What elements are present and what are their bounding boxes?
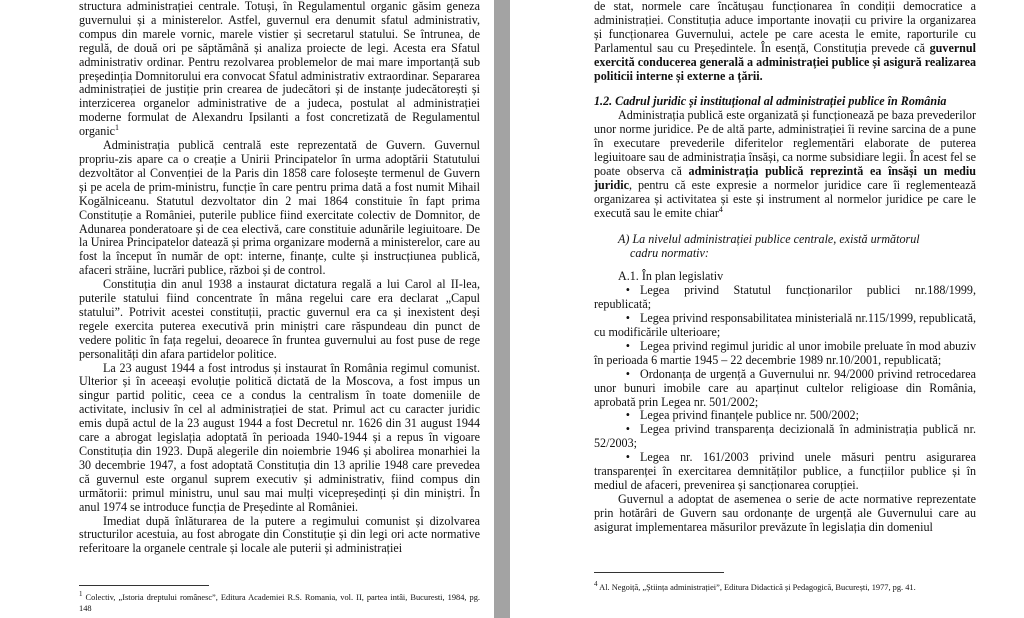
paragraph-text: , pentru că este expresie a normelor juridice care îi reglementează organizarea și activitatea și este și instrument al normelor juridice pe care le execută sau le emite chiar bbox=[594, 177, 976, 220]
footnote-number: 1 bbox=[79, 590, 83, 598]
footnote bbox=[594, 579, 976, 593]
paragraph: Imediat după înlăturarea de la putere a regimului comunist și dizolvarea structurilor acestuia, au fost abrogate din Constituție și din legi ori acte normative referitoare la organele centrale și locale ale puterii și administrației bbox=[79, 513, 480, 556]
paragraph: Administrația publică centrală este reprezentată de Guvern. Guvernul propriu-zis apare ca o creație a Unirii Principatelor în urma adoptării Statutului dezvoltător al Convenției de la Paris din 1858 care folosește termenul de Guvern și pe acela de prim-ministru, funcție în care pentru prima dată a fost numit Mihail Kogălniceanu. Statutul dezvoltator din 2 mai 1864 constituie în fapt prima Constituție a României, puterile publice fiind exercitate colectiv de Domnitor, de Adunarea ponderatoare și de cea electivă, care constituie adunările legiuitoare. De la Unirea Principatelor datează și prima organizare modernă a ministerelor, care au fost la început în număr de opt: interne, finanțe, culte și instrucțiunea publică, afaceri străine, lucrări publice, război și de control. bbox=[79, 138, 480, 278]
legislation-list-item bbox=[594, 409, 976, 423]
plan-label: A.1. În plan legislativ bbox=[618, 269, 724, 284]
bullet-icon: • bbox=[625, 450, 630, 465]
footnote-separator bbox=[594, 572, 724, 573]
footnote-reference: 1 bbox=[115, 123, 120, 133]
footnote-number: 4 bbox=[594, 580, 598, 588]
bullet-icon: • bbox=[625, 422, 630, 437]
legislation-list-item-text: Legea privind transparența decizională în administrația publică nr. 52/2003; bbox=[594, 422, 976, 451]
legislation-list-item-text: Legea nr. 161/2003 privind unele măsuri pentru asigurarea transparenței în exercitarea demnităților publice, a funcțiilor publice și în mediul de afaceri, prevenirea și sancționarea corupției. bbox=[594, 450, 976, 492]
legislation-list-item-text: Legea privind finanțele publice nr. 500/2002; bbox=[640, 408, 859, 423]
bullet-icon: • bbox=[625, 283, 630, 298]
right-page bbox=[510, 0, 1024, 618]
subsection-heading-line: A) La nivelul administrației publice centrale, există următorul bbox=[618, 231, 920, 246]
bullet-icon: • bbox=[625, 366, 630, 381]
legislation-list-item-text: Legea privind regimul juridic al unor imobile preluate în mod abuziv în perioada 6 martie 1945 – 22 decembrie 1989 nr.10/2001, republicată; bbox=[594, 338, 976, 367]
legislation-list-item bbox=[594, 340, 976, 368]
legislation-list-item-text: Legea privind responsabilitatea ministerială nr.115/1999, republicată, cu modificările ulterioare; bbox=[594, 311, 976, 340]
subsection-heading bbox=[594, 233, 976, 261]
paragraph bbox=[594, 109, 976, 220]
paragraph bbox=[79, 0, 480, 139]
legislation-list-item bbox=[594, 423, 976, 451]
right-page-body bbox=[594, 0, 976, 535]
footnote-separator bbox=[79, 585, 209, 586]
left-page bbox=[0, 0, 494, 618]
footnote-text: Al. Negoiță, „Știința administrației”, Editura Didactică și Pedagogică, București, 1977, pg. 41. bbox=[599, 582, 916, 592]
bold-text: guvernul exercită conducerea generală a administrației publice și asigură realizarea politicii interne și externe a țării. bbox=[594, 40, 977, 83]
bold-text: administrația publică reprezintă ea însăși un mediu juridic bbox=[594, 163, 976, 192]
section-heading: 1.2. Cadrul juridic și instituțional al administrației publice în România bbox=[594, 94, 947, 109]
legislation-list-item bbox=[594, 312, 976, 340]
paragraph: La 23 august 1944 a fost introdus și instaurat în România regimul comunist. Ulterior și în aceeași evoluție politică dictată de la Moscova, a fost impus un singur partid politic, ceea ce a condus la centralism în toate domeniile de activitate, inclusiv în cel al administrației de stat. Primul act cu caracter juridic emis după actul de la 23 august 1944 a fost Decretul nr. 1626 din 31 august 1944 care a abrogat legislația adoptată în perioada 1940-1944 și a repus în vigoare Constituția din 1923. După alegerile din noiembrie 1946 și abolirea monarhiei la 30 decembrie 1947, a fost adoptată Constituția din 13 aprilie 1948 care prevedea că guvernul este organul suprem executiv și administrativ, fiind compus din următorii: primul ministru, unul sau mai mulți vicepreședinți și din miniștri. În anul 1974 se introduce funcția de Președinte al României. bbox=[79, 360, 480, 514]
page-gap bbox=[494, 0, 510, 618]
legislation-list-item bbox=[594, 284, 976, 312]
paragraph-text: de stat, normele care încătușau funcționarea în condiții democratice a administrației. Constituția aduce importante inovații cu privire la organizarea și funcționarea Guvernului, actele pe care acesta le emite, raporturile cu Parlamentul sau cu Președintele. În esență, Constituția prevede că bbox=[594, 0, 976, 55]
bullet-icon: • bbox=[625, 408, 630, 423]
legislation-list-item bbox=[594, 451, 976, 493]
legislation-list bbox=[594, 284, 976, 493]
paragraph bbox=[594, 0, 976, 83]
paragraph-text: Administrația publică este organizată și funcționează pe baza prevederilor unor norme juridice. Pe de altă parte, administrației îi revine sarcina de a pune în executare prevederile diferitelor reglementări elaborate de puterea legiuitoare sau de administrația însăși, ca norme subsidiare legii. În acest fel se poate observa că bbox=[594, 108, 976, 178]
legislation-list-item-text: Legea privind Statutul funcționarilor publici nr.188/1999, republicată; bbox=[594, 283, 976, 312]
paragraph: Constituția din anul 1938 a instaurat dictatura regală a lui Carol al II-lea, puterile statului fiind concentrate în mâna regelui care era declarat „Capul statului”. Potrivit acestei constituții, practic guvernul era ca și inexistent deși regele exercita puterea executivă prin miniștri care răspundeau din punct de vedere politic în fața regelui, deoarece în fruntea guvernului au fost puse de rege personalități din afara partidelor politice. bbox=[79, 277, 480, 361]
paragraph-text: structura administrației centrale. Totuși, în Regulamentul organic găsim geneza guvernului și a ministerelor. Astfel, guvernul era denumit sfatul administrativ, compus din marele vornic, marele vistier și secretarul statului. Se întrunea, de regulă, de două ori pe săptămână și analiza proiecte de legi. Acesta era Sfatul administrativ ordinar. Pentru rezolvarea problemelor de mai mare importanță sub președinția Domnitorului era convocat Sfatul administrativ extraordinar. Separarea administrației de justiție prin crearea de judecători și de instanțe judecătorești și interzicerea organelor administrative de a judeca, postulat al administrației moderne formulat de Alexandru Ipsilanti a fost concretizată de Regulamentul organic bbox=[79, 0, 480, 139]
legislation-list-item bbox=[594, 368, 976, 410]
footnote-reference: 4 bbox=[718, 204, 723, 214]
subsection-heading-line: cadru normativ: bbox=[630, 245, 709, 260]
legislation-list-item-text: Ordonanța de urgență a Guvernului nr. 94/2000 privind retrocedarea unor bunuri imobile care au aparținut cultelor religioase din România, aprobată prin Legea nr. 501/2002; bbox=[594, 366, 976, 409]
paragraph: Guvernul a adoptat de asemenea o serie de acte normative reprezentate prin hotărâri de Guvern sau ordonanțe de urgență ale Guvernului care au asigurat implementarea măsurilor prevăzute în legislația din domeniul bbox=[594, 491, 976, 534]
footnote-text: Colectiv, „Istoria dreptului românesc”, Editura Academiei R.S. Romania, vol. II, partea intâi, Bucuresti, 1984, pg. 148 bbox=[79, 592, 480, 614]
bullet-icon: • bbox=[625, 311, 630, 326]
left-page-body bbox=[79, 0, 480, 556]
footnote bbox=[79, 589, 480, 615]
bullet-icon: • bbox=[625, 338, 630, 353]
